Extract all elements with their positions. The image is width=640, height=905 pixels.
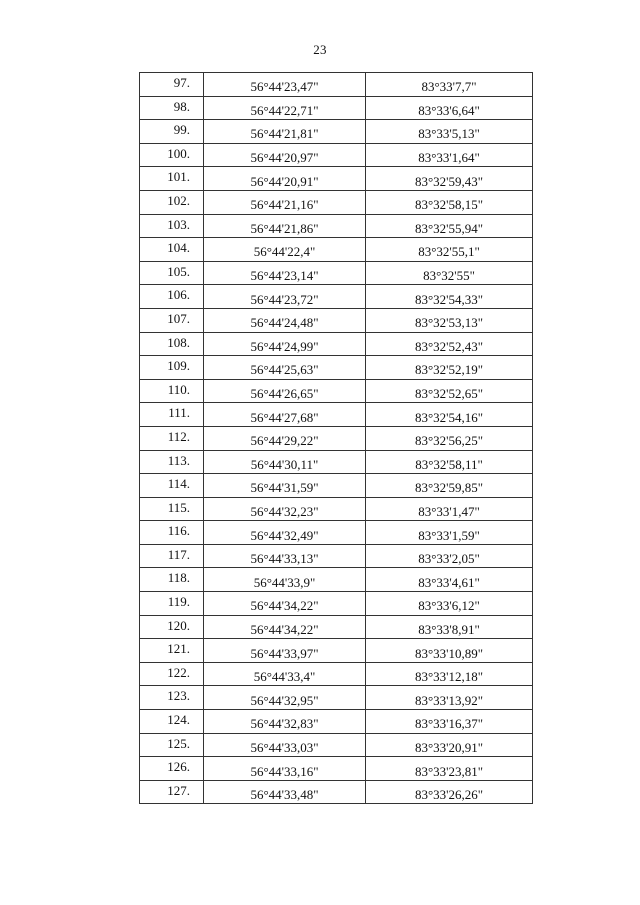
latitude-cell: 56°44'33,97" bbox=[204, 639, 366, 663]
point-number-cell: 114. bbox=[140, 474, 204, 498]
longitude-cell: 83°33'26,26" bbox=[366, 780, 533, 804]
table-row bbox=[140, 96, 533, 120]
table-row bbox=[140, 379, 533, 403]
latitude-cell: 56°44'30,11" bbox=[204, 450, 366, 474]
latitude-cell: 56°44'25,63" bbox=[204, 356, 366, 380]
table-row bbox=[140, 285, 533, 309]
latitude-cell: 56°44'20,97" bbox=[204, 143, 366, 167]
point-number-cell: 110. bbox=[140, 379, 204, 403]
point-number-cell: 107. bbox=[140, 308, 204, 332]
longitude-cell: 83°32'56,25" bbox=[366, 426, 533, 450]
longitude-cell: 83°33'8,91" bbox=[366, 615, 533, 639]
point-number-cell: 112. bbox=[140, 426, 204, 450]
latitude-cell: 56°44'23,47" bbox=[204, 73, 366, 97]
table-row bbox=[140, 73, 533, 97]
longitude-cell: 83°32'54,33" bbox=[366, 285, 533, 309]
point-number-cell: 125. bbox=[140, 733, 204, 757]
latitude-cell: 56°44'21,86" bbox=[204, 214, 366, 238]
table-row bbox=[140, 450, 533, 474]
latitude-cell: 56°44'23,72" bbox=[204, 285, 366, 309]
point-number-cell: 99. bbox=[140, 120, 204, 144]
table-row bbox=[140, 521, 533, 545]
longitude-cell: 83°33'2,05" bbox=[366, 544, 533, 568]
latitude-cell: 56°44'23,14" bbox=[204, 261, 366, 285]
latitude-cell: 56°44'27,68" bbox=[204, 403, 366, 427]
point-number-cell: 97. bbox=[140, 73, 204, 97]
latitude-cell: 56°44'32,23" bbox=[204, 497, 366, 521]
table-row bbox=[140, 592, 533, 616]
table-row bbox=[140, 497, 533, 521]
coordinates-table bbox=[139, 72, 533, 804]
point-number-cell: 118. bbox=[140, 568, 204, 592]
latitude-cell: 56°44'22,71" bbox=[204, 96, 366, 120]
point-number-cell: 113. bbox=[140, 450, 204, 474]
table-row bbox=[140, 356, 533, 380]
table-row bbox=[140, 190, 533, 214]
table-row bbox=[140, 544, 533, 568]
longitude-cell: 83°32'55,1" bbox=[366, 238, 533, 262]
longitude-cell: 83°33'4,61" bbox=[366, 568, 533, 592]
table-row bbox=[140, 143, 533, 167]
point-number-cell: 120. bbox=[140, 615, 204, 639]
point-number-cell: 100. bbox=[140, 143, 204, 167]
table-row bbox=[140, 167, 533, 191]
point-number-cell: 103. bbox=[140, 214, 204, 238]
longitude-cell: 83°32'52,43" bbox=[366, 332, 533, 356]
latitude-cell: 56°44'26,65" bbox=[204, 379, 366, 403]
longitude-cell: 83°33'1,59" bbox=[366, 521, 533, 545]
table-row bbox=[140, 261, 533, 285]
longitude-cell: 83°33'5,13" bbox=[366, 120, 533, 144]
latitude-cell: 56°44'32,95" bbox=[204, 686, 366, 710]
longitude-cell: 83°32'52,19" bbox=[366, 356, 533, 380]
latitude-cell: 56°44'33,13" bbox=[204, 544, 366, 568]
longitude-cell: 83°33'16,37" bbox=[366, 710, 533, 734]
point-number-cell: 101. bbox=[140, 167, 204, 191]
latitude-cell: 56°44'34,22" bbox=[204, 615, 366, 639]
point-number-cell: 119. bbox=[140, 592, 204, 616]
longitude-cell: 83°33'10,89" bbox=[366, 639, 533, 663]
point-number-cell: 108. bbox=[140, 332, 204, 356]
longitude-cell: 83°33'6,64" bbox=[366, 96, 533, 120]
point-number-cell: 121. bbox=[140, 639, 204, 663]
point-number-cell: 126. bbox=[140, 757, 204, 781]
latitude-cell: 56°44'33,48" bbox=[204, 780, 366, 804]
latitude-cell: 56°44'33,16" bbox=[204, 757, 366, 781]
longitude-cell: 83°33'12,18" bbox=[366, 662, 533, 686]
table-row bbox=[140, 238, 533, 262]
table-row bbox=[140, 120, 533, 144]
latitude-cell: 56°44'21,81" bbox=[204, 120, 366, 144]
table-row bbox=[140, 332, 533, 356]
table-row bbox=[140, 568, 533, 592]
longitude-cell: 83°32'53,13" bbox=[366, 308, 533, 332]
latitude-cell: 56°44'29,22" bbox=[204, 426, 366, 450]
longitude-cell: 83°32'58,15" bbox=[366, 190, 533, 214]
point-number-cell: 111. bbox=[140, 403, 204, 427]
point-number-cell: 115. bbox=[140, 497, 204, 521]
latitude-cell: 56°44'33,4" bbox=[204, 662, 366, 686]
latitude-cell: 56°44'21,16" bbox=[204, 190, 366, 214]
table-row bbox=[140, 214, 533, 238]
point-number-cell: 102. bbox=[140, 190, 204, 214]
point-number-cell: 105. bbox=[140, 261, 204, 285]
table-row bbox=[140, 474, 533, 498]
latitude-cell: 56°44'34,22" bbox=[204, 592, 366, 616]
table-row bbox=[140, 308, 533, 332]
latitude-cell: 56°44'24,99" bbox=[204, 332, 366, 356]
latitude-cell: 56°44'32,83" bbox=[204, 710, 366, 734]
latitude-cell: 56°44'20,91" bbox=[204, 167, 366, 191]
longitude-cell: 83°33'23,81" bbox=[366, 757, 533, 781]
longitude-cell: 83°33'7,7" bbox=[366, 73, 533, 97]
point-number-cell: 124. bbox=[140, 710, 204, 734]
longitude-cell: 83°32'58,11" bbox=[366, 450, 533, 474]
latitude-cell: 56°44'33,9" bbox=[204, 568, 366, 592]
longitude-cell: 83°33'1,64" bbox=[366, 143, 533, 167]
latitude-cell: 56°44'22,4" bbox=[204, 238, 366, 262]
point-number-cell: 127. bbox=[140, 780, 204, 804]
table-row bbox=[140, 710, 533, 734]
longitude-cell: 83°32'59,85" bbox=[366, 474, 533, 498]
table-row bbox=[140, 615, 533, 639]
table-row bbox=[140, 780, 533, 804]
latitude-cell: 56°44'33,03" bbox=[204, 733, 366, 757]
table-row bbox=[140, 733, 533, 757]
table-row bbox=[140, 639, 533, 663]
table-row bbox=[140, 403, 533, 427]
point-number-cell: 116. bbox=[140, 521, 204, 545]
table-row bbox=[140, 426, 533, 450]
longitude-cell: 83°32'55" bbox=[366, 261, 533, 285]
longitude-cell: 83°33'13,92" bbox=[366, 686, 533, 710]
table-row bbox=[140, 662, 533, 686]
longitude-cell: 83°32'55,94" bbox=[366, 214, 533, 238]
point-number-cell: 106. bbox=[140, 285, 204, 309]
point-number-cell: 123. bbox=[140, 686, 204, 710]
page-number: 23 bbox=[313, 42, 327, 57]
longitude-cell: 83°32'59,43" bbox=[366, 167, 533, 191]
coordinates-table-body bbox=[140, 73, 533, 804]
longitude-cell: 83°33'20,91" bbox=[366, 733, 533, 757]
longitude-cell: 83°32'54,16" bbox=[366, 403, 533, 427]
point-number-cell: 104. bbox=[140, 238, 204, 262]
latitude-cell: 56°44'32,49" bbox=[204, 521, 366, 545]
longitude-cell: 83°33'1,47" bbox=[366, 497, 533, 521]
point-number-cell: 117. bbox=[140, 544, 204, 568]
latitude-cell: 56°44'31,59" bbox=[204, 474, 366, 498]
point-number-cell: 109. bbox=[140, 356, 204, 380]
point-number-cell: 122. bbox=[140, 662, 204, 686]
table-row bbox=[140, 686, 533, 710]
longitude-cell: 83°33'6,12" bbox=[366, 592, 533, 616]
latitude-cell: 56°44'24,48" bbox=[204, 308, 366, 332]
table-row bbox=[140, 757, 533, 781]
point-number-cell: 98. bbox=[140, 96, 204, 120]
longitude-cell: 83°32'52,65" bbox=[366, 379, 533, 403]
